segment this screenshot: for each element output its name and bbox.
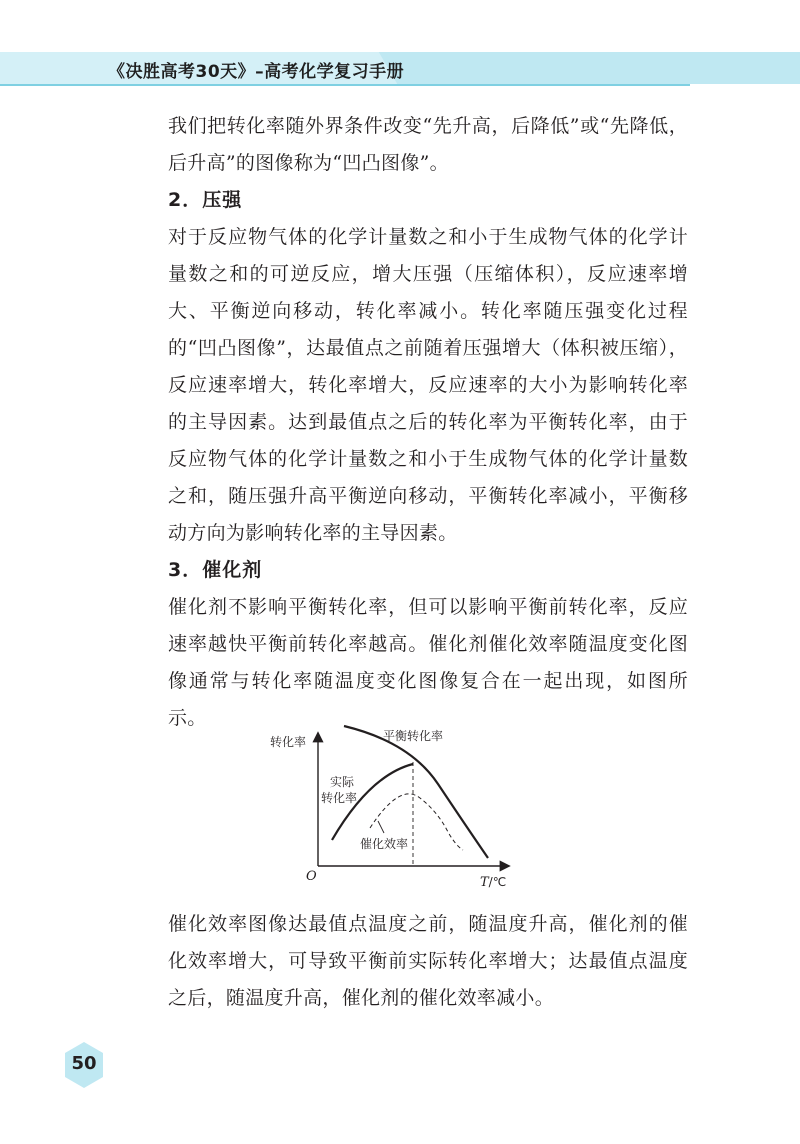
- y-axis-label: 转化率: [270, 735, 307, 749]
- figure-svg: [260, 720, 530, 895]
- paragraph-pressure: 对于反应物气体的化学计量数之和小于生成物气体的化学计量数之和的可逆反应，增大压强（压缩体积），反应速率增大、平衡逆向移动，转化率减小。转化率随压强变化过程的“凹凸图像”，达最值点之前随着压强增大（体积被压缩），反应速率增大，转化率增大，反应速率的大小为影响转化率的主导因素。达到最值点之后的转化率为平衡转化率，由于反应物气体的化学计量数之和小于生成物气体的化学计量数之和，随压强升高平衡逆向移动，平衡转化率减小，平衡移动方向为影响转化率的主导因素。: [168, 226, 688, 544]
- paragraph-intro: 我们把转化率随外界条件改变“先升高，后降低”或“先降低，后升高”的图像称为“凹凸图像”。: [168, 115, 688, 174]
- actual-label-line2: 转化率: [321, 791, 358, 805]
- actual-label-line1: 实际: [330, 775, 355, 789]
- x-axis-label-symbol: T: [480, 875, 489, 890]
- x-axis-label: [480, 875, 506, 890]
- page-content: [168, 108, 688, 737]
- catalyst-label: 催化效率: [360, 837, 409, 851]
- equilibrium-label: 平衡转化率: [383, 729, 444, 743]
- section-heading-pressure: 2．压强: [168, 189, 243, 211]
- page-content-lower: [168, 906, 688, 1017]
- paragraph-catalyst-efficiency: 催化效率图像达最值点温度之前，随温度升高，催化剂的催化效率增大，可导致平衡前实际转化率增大；达最值点温度之后，随温度升高，催化剂的催化效率减小。: [168, 913, 688, 1009]
- paragraph-catalyst: 催化剂不影响平衡转化率，但可以影响平衡前转化率，反应速率越快平衡前转化率越高。催化剂催化效率随温度变化图像通常与转化率随温度变化图像复合在一起出现，如图所示。: [168, 596, 688, 729]
- header-underline: [0, 84, 690, 86]
- book-title: 《决胜高考30天》–高考化学复习手册: [108, 62, 405, 82]
- page-number: 50: [71, 1053, 97, 1074]
- catalyst-pointer: [378, 821, 384, 833]
- section-heading-catalyst: 3．催化剂: [168, 559, 263, 581]
- page-number-badge: [62, 1040, 106, 1090]
- conversion-temperature-figure: [260, 720, 530, 895]
- x-axis-label-unit: /℃: [488, 875, 507, 889]
- origin-label: O: [306, 869, 317, 884]
